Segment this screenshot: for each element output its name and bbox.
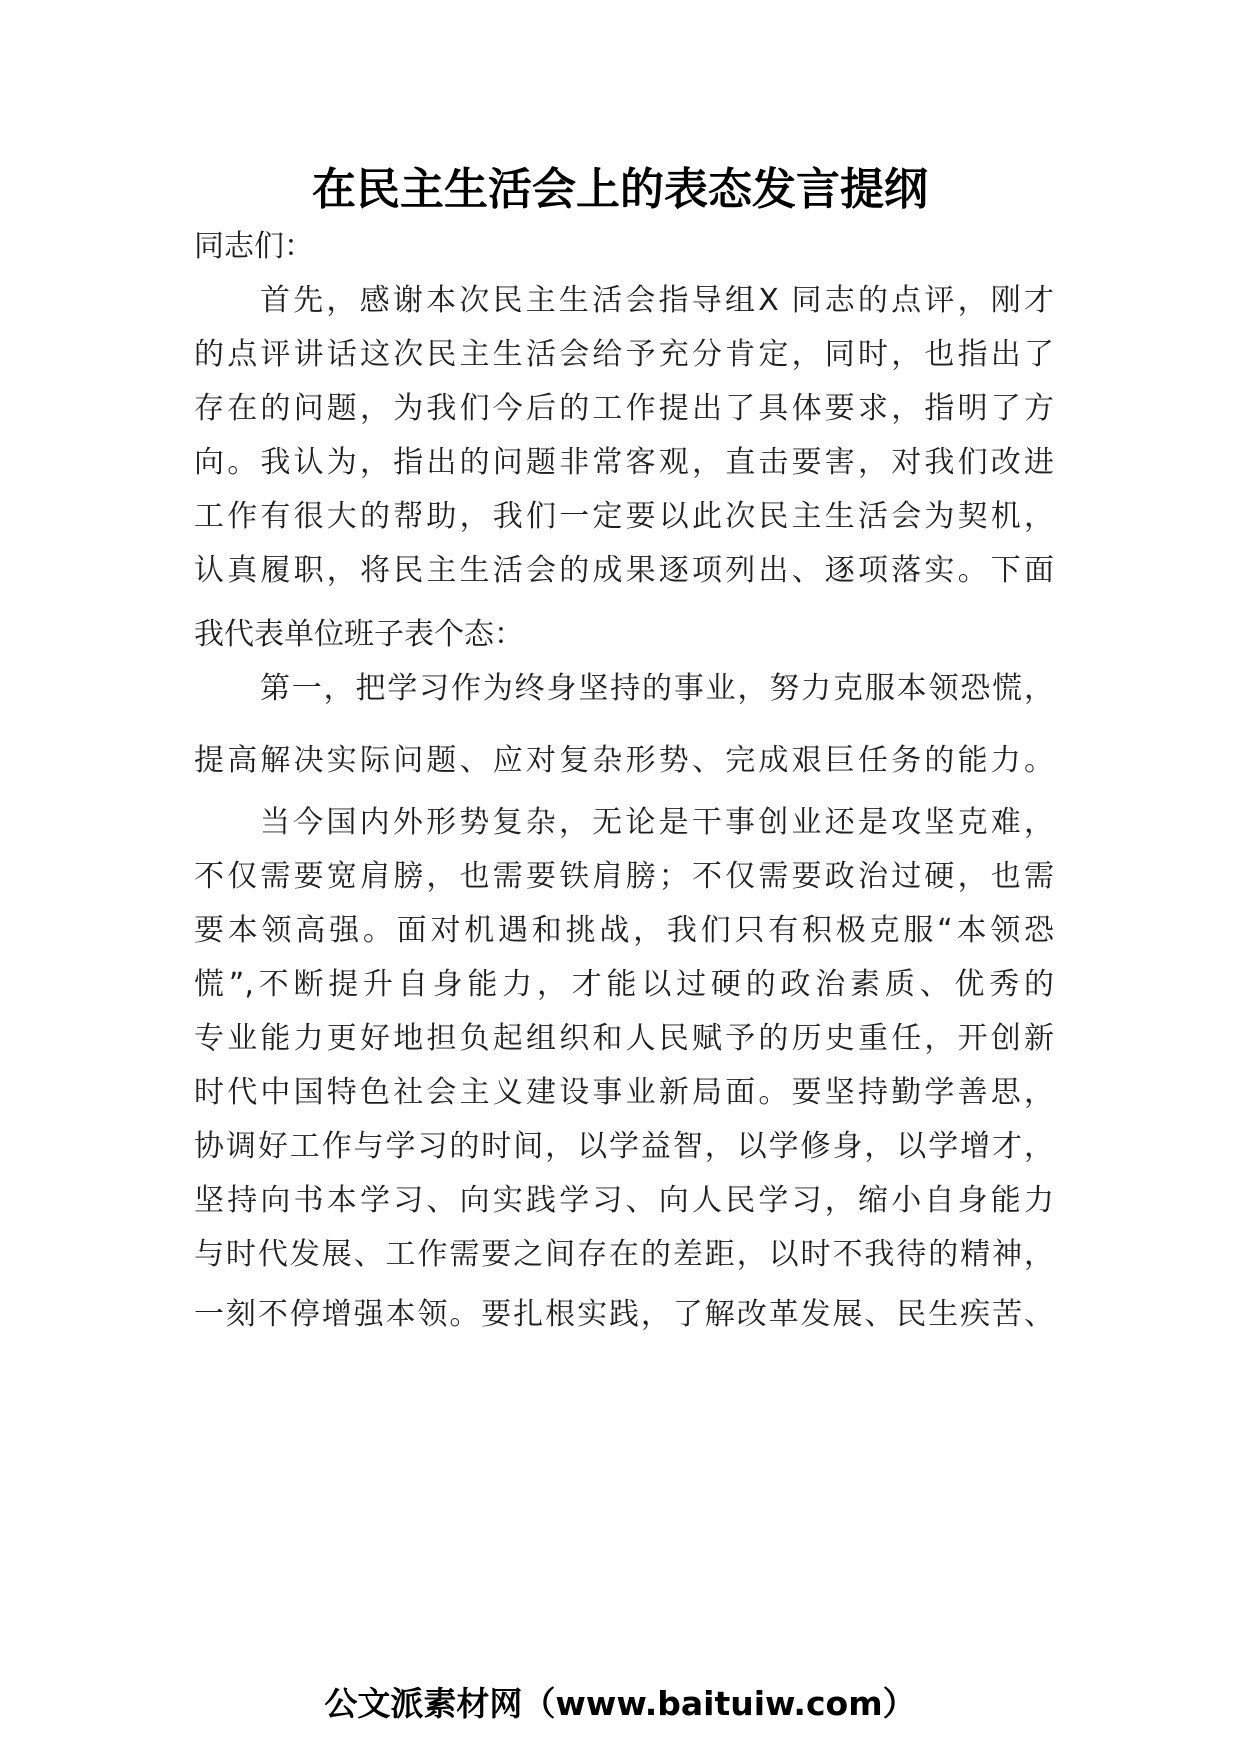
paragraph-line: 专业能力更好地担负起组织和人民赋予的历史重任，开创新: [194, 1021, 1054, 1056]
paragraph-line: 第一，把学习作为终身坚持的事业，努力克服本领恐慌，: [260, 671, 1054, 706]
paragraph-line: 时代中国特色社会主义建设事业新局面。要坚持勤学善思，: [194, 1075, 1054, 1110]
paragraph-line: 要本领高强。面对机遇和挑战，我们只有积极克服“本领恐: [194, 913, 1054, 948]
paragraph-line: 协调好工作与学习的时间，以学益智，以学修身，以学增才，: [194, 1129, 1054, 1164]
footer-watermark: 公文派素材网（www.baituiw.com）: [324, 1684, 916, 1723]
paragraph-line: 当今国内外形势复杂，无论是干事创业还是攻坚克难，: [260, 805, 1054, 840]
paragraph-line: 的点评讲话这次民主生活会给予充分肯定，同时，也指出了: [194, 337, 1054, 372]
paragraph-line: 不仅需要宽肩膀，也需要铁肩膀；不仅需要政治过硬，也需: [194, 859, 1054, 894]
paragraph-line: 工作有很大的帮助，我们一定要以此次民主生活会为契机，: [194, 499, 1054, 534]
paragraph-line: 提高解决实际问题、应对复杂形势、完成艰巨任务的能力。: [194, 743, 1054, 778]
paragraph-line: 认真履职，将民主生活会的成果逐项列出、逐项落实。下面: [194, 553, 1054, 588]
paragraph-line: 坚持向书本学习、向实践学习、向人民学习，缩小自身能力: [194, 1183, 1054, 1218]
paragraph-line: 我代表单位班子表个态：: [194, 617, 524, 652]
paragraph-line: 慌”,不断提升自身能力，才能以过硬的政治素质、优秀的: [194, 967, 1054, 1002]
salutation: 同志们：: [194, 229, 314, 264]
paragraph-line: 首先，感谢本次民主生活会指导组X 同志的点评，刚才: [260, 283, 1054, 318]
paragraph-line: 向。我认为，指出的问题非常客观，直击要害，对我们改进: [194, 445, 1054, 480]
paragraph-line: 与时代发展、工作需要之间存在的差距，以时不我待的精神，: [194, 1237, 1054, 1272]
paragraph-line: 存在的问题，为我们今后的工作提出了具体要求，指明了方: [194, 391, 1054, 426]
document-title: 在民主生活会上的表态发言提纲: [312, 164, 928, 215]
paragraph-line: 一刻不停增强本领。要扎根实践，了解改革发展、民生疾苦、: [194, 1297, 1054, 1332]
